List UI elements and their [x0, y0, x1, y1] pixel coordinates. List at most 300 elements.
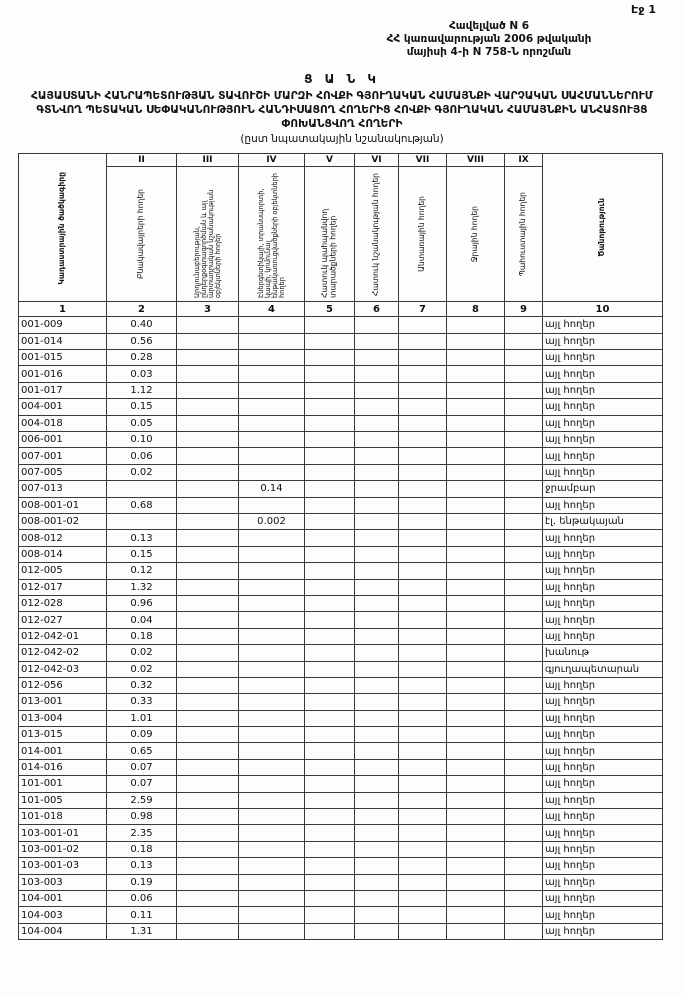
area-value-cell [399, 317, 447, 333]
note-cell: այլ հողեր [543, 694, 663, 710]
column-header-settlement-lands [107, 167, 177, 302]
cadastral-code-cell: 103-001-01 [19, 825, 107, 841]
table-row [19, 841, 663, 857]
area-value-cell [505, 677, 543, 693]
area-value-cell [305, 481, 355, 497]
area-value-cell [239, 841, 305, 857]
area-value-cell [305, 825, 355, 841]
area-value-cell [399, 563, 447, 579]
area-value-cell [505, 464, 543, 480]
table-row [19, 874, 663, 890]
area-value-cell [505, 874, 543, 890]
land-transfer-table [18, 153, 663, 940]
area-value-cell [177, 530, 239, 546]
area-value-cell [239, 661, 305, 677]
area-value-cell [239, 350, 305, 366]
area-value-cell: 0.13 [107, 530, 177, 546]
roman-numeral: VI [355, 154, 399, 167]
area-value-cell [447, 513, 505, 529]
area-value-cell [505, 727, 543, 743]
area-value-cell [447, 792, 505, 808]
cadastral-code-cell: 101-018 [19, 809, 107, 825]
table-row [19, 513, 663, 529]
area-value-cell [447, 448, 505, 464]
table-row [19, 628, 663, 644]
area-value-cell: 0.19 [107, 874, 177, 890]
note-cell: այլ հողեր [543, 612, 663, 628]
area-value-cell [355, 923, 399, 939]
area-value-cell [305, 612, 355, 628]
table-row [19, 923, 663, 939]
area-value-cell [239, 792, 305, 808]
area-value-cell [447, 399, 505, 415]
cadastral-code-cell: 004-018 [19, 415, 107, 431]
column-label: Հատուկ նշանակության հողեր [371, 172, 381, 296]
cadastral-code-cell: 008-001-01 [19, 497, 107, 513]
area-value-cell [177, 546, 239, 562]
area-value-cell [447, 743, 505, 759]
area-value-cell [355, 874, 399, 890]
area-value-cell [505, 333, 543, 349]
area-value-cell: 0.40 [107, 317, 177, 333]
table-row [19, 694, 663, 710]
area-value-cell [305, 759, 355, 775]
area-value-cell [305, 858, 355, 874]
area-value-cell [355, 530, 399, 546]
area-value-cell [447, 464, 505, 480]
area-value-cell: 0.002 [239, 513, 305, 529]
area-value-cell [355, 546, 399, 562]
cadastral-code-cell: 004-001 [19, 399, 107, 415]
appendix-line: Հավելված N 6 [448, 20, 530, 32]
area-value-cell [399, 366, 447, 382]
table-row [19, 661, 663, 677]
table-row [19, 792, 663, 808]
area-value-cell [505, 481, 543, 497]
cadastral-code-cell: 012-028 [19, 595, 107, 611]
area-value-cell [177, 858, 239, 874]
area-value-cell [399, 382, 447, 398]
appendix-line: մայիսի 4-ի N 758-Ն որոշման [406, 46, 572, 59]
area-value-cell [355, 694, 399, 710]
area-value-cell: 1.32 [107, 579, 177, 595]
note-cell: այլ հողեր [543, 415, 663, 431]
area-value-cell: 0.03 [107, 366, 177, 382]
area-value-cell [305, 841, 355, 857]
area-value-cell [177, 776, 239, 792]
area-value-cell [305, 710, 355, 726]
area-value-cell [305, 776, 355, 792]
area-value-cell [399, 661, 447, 677]
area-value-cell [239, 825, 305, 841]
area-value-cell [239, 415, 305, 431]
area-value-cell [239, 317, 305, 333]
area-value-cell: 0.33 [107, 694, 177, 710]
table-row [19, 579, 663, 595]
note-cell: այլ հողեր [543, 874, 663, 890]
area-value-cell [239, 366, 305, 382]
area-value-cell [305, 661, 355, 677]
area-value-cell [305, 415, 355, 431]
note-cell: գյուղապետարան [543, 661, 663, 677]
table-row [19, 546, 663, 562]
area-value-cell: 0.12 [107, 563, 177, 579]
area-value-cell [505, 841, 543, 857]
area-value-cell [355, 366, 399, 382]
area-value-cell [355, 350, 399, 366]
area-value-cell [177, 415, 239, 431]
roman-numeral: V [305, 154, 355, 167]
cadastral-code-cell: 006-001 [19, 432, 107, 448]
area-value-cell [505, 759, 543, 775]
area-value-cell [447, 858, 505, 874]
document-subtitle: (ըստ նպատակային նշանակության) [240, 133, 444, 146]
area-value-cell [447, 366, 505, 382]
area-value-cell [355, 464, 399, 480]
area-value-cell [239, 464, 305, 480]
area-value-cell [399, 677, 447, 693]
area-value-cell [239, 710, 305, 726]
area-value-cell [505, 858, 543, 874]
area-value-cell: 0.02 [107, 661, 177, 677]
area-value-cell [505, 497, 543, 513]
area-value-cell [305, 792, 355, 808]
area-value-cell [239, 694, 305, 710]
table-row [19, 497, 663, 513]
area-value-cell [177, 595, 239, 611]
column-number: 1 [19, 302, 107, 317]
area-value-cell [355, 497, 399, 513]
area-value-cell [355, 677, 399, 693]
area-value-cell [447, 579, 505, 595]
cadastral-code-cell: 104-001 [19, 890, 107, 906]
area-value-cell [177, 366, 239, 382]
note-cell: այլ հողեր [543, 464, 663, 480]
area-value-cell [447, 333, 505, 349]
note-cell: այլ հողեր [543, 759, 663, 775]
area-value-cell [447, 432, 505, 448]
area-value-cell [399, 809, 447, 825]
table-row [19, 645, 663, 661]
area-value-cell [239, 595, 305, 611]
area-value-cell [355, 481, 399, 497]
area-value-cell [399, 595, 447, 611]
area-value-cell [305, 317, 355, 333]
column-header-energy-transport-lands [239, 167, 305, 302]
cadastral-code-cell: 104-003 [19, 907, 107, 923]
area-value-cell [399, 333, 447, 349]
note-cell: այլ հողեր [543, 628, 663, 644]
note-cell: այլ հողեր [543, 710, 663, 726]
area-value-cell [447, 595, 505, 611]
area-value-cell [355, 628, 399, 644]
table-row [19, 759, 663, 775]
column-label: Արդյունաբերության, ընդերքօգտագործման և այլ արտադրական նշանակության օբյեկտների հողեր [192, 190, 222, 299]
column-number: 3 [177, 302, 239, 317]
area-value-cell [305, 497, 355, 513]
table-row [19, 317, 663, 333]
roman-numeral: IV [239, 154, 305, 167]
area-value-cell [505, 743, 543, 759]
area-value-cell [447, 890, 505, 906]
column-label: Պահուստային հողեր [518, 192, 528, 277]
area-value-cell [177, 563, 239, 579]
area-value-cell [305, 743, 355, 759]
area-value-cell [505, 923, 543, 939]
area-value-cell: 0.28 [107, 350, 177, 366]
cadastral-code-cell: 001-014 [19, 333, 107, 349]
cadastral-code-cell: 013-015 [19, 727, 107, 743]
note-cell: այլ հողեր [543, 579, 663, 595]
area-value-cell [239, 743, 305, 759]
area-value-cell [447, 841, 505, 857]
area-value-cell [505, 513, 543, 529]
area-value-cell: 0.18 [107, 628, 177, 644]
area-value-cell [177, 792, 239, 808]
area-value-cell [177, 481, 239, 497]
area-value-cell [355, 399, 399, 415]
area-value-cell [447, 415, 505, 431]
area-value-cell [505, 809, 543, 825]
cadastral-code-cell: 014-001 [19, 743, 107, 759]
area-value-cell [447, 825, 505, 841]
area-value-cell [239, 809, 305, 825]
note-cell: այլ հողեր [543, 530, 663, 546]
table-row [19, 890, 663, 906]
area-value-cell [239, 890, 305, 906]
column-number: 7 [399, 302, 447, 317]
appendix-line: ՀՀ կառավարության 2006 թվականի [386, 33, 592, 46]
note-cell: այլ հողեր [543, 448, 663, 464]
note-cell: այլ հողեր [543, 399, 663, 415]
area-value-cell [239, 759, 305, 775]
column-header-special-purpose-lands [355, 167, 399, 302]
area-value-cell [355, 579, 399, 595]
area-value-cell [355, 890, 399, 906]
cadastral-code-cell: 013-001 [19, 694, 107, 710]
document-heading: Ց Ա Ն Կ [304, 72, 380, 86]
area-value-cell [177, 661, 239, 677]
area-value-cell [447, 710, 505, 726]
area-value-cell [239, 776, 305, 792]
cadastral-code-cell: 012-042-03 [19, 661, 107, 677]
column-label: Ծանոթություն [597, 198, 607, 258]
note-cell: այլ հողեր [543, 907, 663, 923]
area-value-cell [355, 759, 399, 775]
cadastral-code-cell: 008-001-02 [19, 513, 107, 529]
area-value-cell [399, 727, 447, 743]
cadastral-code-cell: 012-042-01 [19, 628, 107, 644]
area-value-cell [355, 317, 399, 333]
area-value-cell: 2.59 [107, 792, 177, 808]
area-value-cell [305, 628, 355, 644]
area-value-cell [505, 776, 543, 792]
area-value-cell [447, 628, 505, 644]
note-cell: այլ հողեր [543, 432, 663, 448]
area-value-cell [177, 710, 239, 726]
area-value-cell [355, 513, 399, 529]
area-value-cell [177, 399, 239, 415]
cadastral-code-cell: 104-004 [19, 923, 107, 939]
area-value-cell [305, 563, 355, 579]
area-value-cell [355, 415, 399, 431]
area-value-cell [505, 366, 543, 382]
roman-numeral: III [177, 154, 239, 167]
roman-numeral: IX [505, 154, 543, 167]
area-value-cell [399, 874, 447, 890]
area-value-cell [239, 858, 305, 874]
area-value-cell [447, 382, 505, 398]
column-number: 9 [505, 302, 543, 317]
area-value-cell [399, 841, 447, 857]
document-title: ՀԱՅԱՍՏԱՆԻ ՀԱՆՐԱՊԵՏՈՒԹՅԱՆ ՏԱՎՈՒՇԻ ՄԱՐԶԻ ՀՈՎՔԻ ԳՅՈՒՂԱԿԱՆ ՀԱՄԱՅՆՔԻ ՎԱՐՉԱԿԱՆ ՍԱՀՄԱՆՆԵՐՈՒՄ ԳՏՆՎՈՂ ՊԵՏԱԿԱՆ ՍԵՓԱԿԱՆՈՒԹՅՈՒՆ ՀԱՆԴԻՍԱՑՈՂ ՀՈՂԵՐԻՑ ՀՈՎՔԻ ԳՅՈՒՂԱԿԱՆ ՀԱՄԱՅՆՔԻՆ ԱՆՀԱՏՈՒՅՑ ՓՈԽԱՆՑՎՈՂ ՀՈՂԵՐԻ [31, 90, 653, 130]
table-row [19, 333, 663, 349]
area-value-cell [355, 563, 399, 579]
area-value-cell [447, 907, 505, 923]
note-cell: այլ հողեր [543, 923, 663, 939]
area-value-cell [177, 513, 239, 529]
area-value-cell: 0.07 [107, 759, 177, 775]
area-value-cell [177, 432, 239, 448]
cadastral-code-cell: 012-017 [19, 579, 107, 595]
area-value-cell [505, 612, 543, 628]
table-row [19, 907, 663, 923]
cadastral-code-cell: 001-009 [19, 317, 107, 333]
table-row [19, 809, 663, 825]
note-cell: այլ հողեր [543, 317, 663, 333]
area-value-cell [305, 874, 355, 890]
area-value-cell [239, 546, 305, 562]
cadastral-code-cell: 008-012 [19, 530, 107, 546]
area-value-cell [399, 546, 447, 562]
area-value-cell [239, 432, 305, 448]
area-value-cell [505, 530, 543, 546]
note-cell: այլ հողեր [543, 333, 663, 349]
area-value-cell [505, 661, 543, 677]
area-value-cell: 0.11 [107, 907, 177, 923]
area-value-cell [505, 415, 543, 431]
area-value-cell [305, 382, 355, 398]
note-cell: այլ հողեր [543, 497, 663, 513]
cadastral-code-cell: 012-042-02 [19, 645, 107, 661]
table-row [19, 432, 663, 448]
table-row [19, 350, 663, 366]
area-value-cell [399, 464, 447, 480]
area-value-cell [355, 809, 399, 825]
area-value-cell [399, 710, 447, 726]
area-value-cell [399, 612, 447, 628]
area-value-cell: 0.96 [107, 595, 177, 611]
area-value-cell [305, 923, 355, 939]
cadastral-code-cell: 012-056 [19, 677, 107, 693]
area-value-cell [399, 399, 447, 415]
note-cell: այլ հողեր [543, 727, 663, 743]
area-value-cell [355, 661, 399, 677]
area-value-cell: 0.04 [107, 612, 177, 628]
table-row [19, 366, 663, 382]
note-cell: այլ հողեր [543, 792, 663, 808]
area-value-cell: 0.07 [107, 776, 177, 792]
area-value-cell [399, 694, 447, 710]
area-value-cell [505, 432, 543, 448]
column-label: Ջրային հողեր [470, 206, 480, 263]
column-numbers-row [19, 302, 663, 317]
area-value-cell [305, 333, 355, 349]
column-label: Էներգետիկայի, տրանսպորտի, կապի, կոմունալ ենթակառուցվածքների օբյեկտների հողեր [256, 173, 286, 299]
area-value-cell [177, 923, 239, 939]
area-value-cell: 0.10 [107, 432, 177, 448]
table-body [19, 317, 663, 940]
column-label: Կադաստրային ծածկագիրը [57, 171, 67, 285]
area-value-cell [505, 710, 543, 726]
area-value-cell [239, 497, 305, 513]
note-cell: այլ հողեր [543, 776, 663, 792]
area-value-cell [305, 595, 355, 611]
area-value-cell [305, 513, 355, 529]
area-value-cell [447, 612, 505, 628]
area-value-cell [239, 612, 305, 628]
area-value-cell [505, 448, 543, 464]
area-value-cell [305, 399, 355, 415]
cadastral-code-cell: 013-004 [19, 710, 107, 726]
area-value-cell [177, 841, 239, 857]
area-value-cell [505, 563, 543, 579]
area-value-cell [399, 628, 447, 644]
area-value-cell [305, 530, 355, 546]
area-value-cell [447, 530, 505, 546]
area-value-cell [399, 743, 447, 759]
area-value-cell [505, 694, 543, 710]
area-value-cell [305, 366, 355, 382]
area-value-cell [355, 432, 399, 448]
area-value-cell [305, 677, 355, 693]
table-row [19, 743, 663, 759]
table-row [19, 399, 663, 415]
area-value-cell [355, 907, 399, 923]
area-value-cell [505, 546, 543, 562]
area-value-cell [505, 825, 543, 841]
area-value-cell [239, 382, 305, 398]
table-row [19, 481, 663, 497]
cadastral-code-cell: 008-014 [19, 546, 107, 562]
column-label: Անտառային հողեր [417, 196, 427, 273]
area-value-cell [505, 792, 543, 808]
area-value-cell [505, 350, 543, 366]
area-value-cell [239, 645, 305, 661]
cadastral-code-cell: 012-027 [19, 612, 107, 628]
note-cell: այլ հողեր [543, 858, 663, 874]
note-cell: այլ հողեր [543, 825, 663, 841]
area-value-cell [505, 645, 543, 661]
area-value-cell: 0.18 [107, 841, 177, 857]
area-value-cell [355, 776, 399, 792]
area-value-cell [107, 513, 177, 529]
area-value-cell [505, 628, 543, 644]
area-value-cell: 1.31 [107, 923, 177, 939]
area-value-cell [399, 350, 447, 366]
cadastral-code-cell: 101-001 [19, 776, 107, 792]
area-value-cell [239, 874, 305, 890]
area-value-cell [399, 432, 447, 448]
area-value-cell [505, 595, 543, 611]
area-value-cell: 0.68 [107, 497, 177, 513]
area-value-cell [399, 513, 447, 529]
area-value-cell [177, 579, 239, 595]
area-value-cell [177, 825, 239, 841]
area-value-cell [305, 890, 355, 906]
area-value-cell [177, 448, 239, 464]
area-value-cell [177, 628, 239, 644]
